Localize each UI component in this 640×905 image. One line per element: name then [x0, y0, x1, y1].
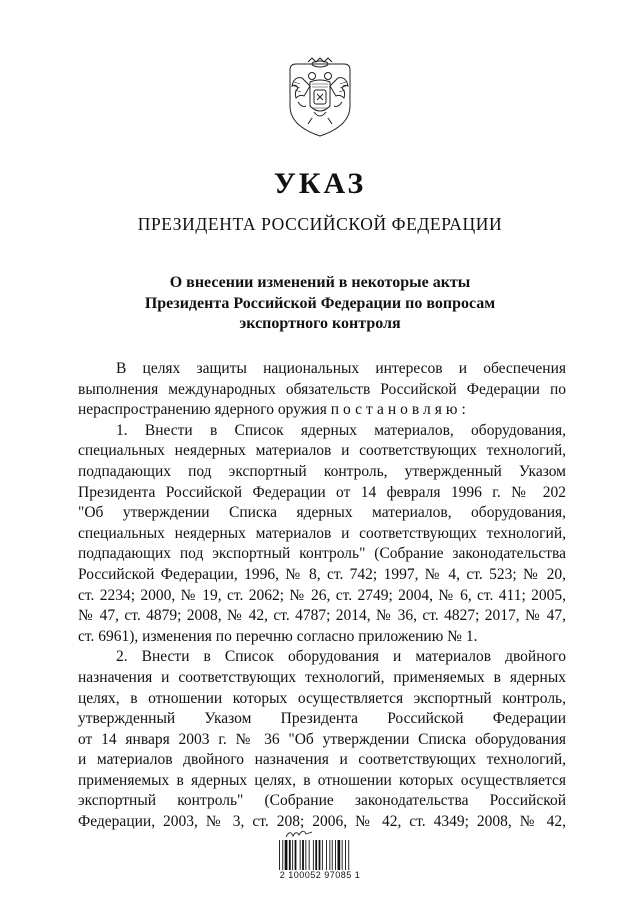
- subject-line: экспортного контроля: [239, 315, 401, 332]
- body-line: № 47, ст. 4879; 2008, № 42, ст. 4787; 2014, № 36, ст. 4827; 2017, № 47,: [78, 607, 566, 625]
- decree-title: УКАЗ: [273, 167, 367, 200]
- body-line: Президента Российской Федерации от 14 февраля 1996 г. № 202: [78, 483, 566, 501]
- body-line: специальных неядерных материалов и соответствующих технологий,: [78, 442, 566, 460]
- body-text: нераспространению ядерного оружия: [78, 401, 331, 419]
- body-line: ст. 2234; 2000, № 19, ст. 2062; № 26, ст. 2749; 2004, № 6, ст. 411; 2005,: [78, 586, 566, 604]
- decree-issuer: ПРЕЗИДЕНТА РОССИЙСКОЙ ФЕДЕРАЦИИ: [137, 214, 503, 234]
- decree-body: [78, 359, 566, 833]
- barcode-icon: [278, 840, 364, 870]
- body-line: "Об утверждении Списка ядерных материалов, оборудования,: [78, 504, 566, 522]
- body-line: выполнения международных обязательств Российской Федерации по: [78, 380, 566, 398]
- body-text: :: [461, 401, 466, 419]
- barcode-number: 2 100052 97085 1: [279, 870, 361, 880]
- body-line: утвержденный Указом Президента Российской Федерации: [78, 710, 566, 728]
- body-line: ст. 6961), изменения по перечню согласно приложению № 1.: [78, 627, 478, 645]
- subject-line: Президента Российской Федерации по вопросам: [144, 294, 496, 312]
- body-line: применяемых в ядерных целях, в отношении которых осуществляется: [78, 771, 566, 789]
- handwritten-initials-icon: [284, 827, 314, 839]
- decree-subject: [0, 273, 640, 335]
- body-line: специальных неядерных материалов и соответствующих технологий,: [78, 524, 566, 542]
- body-line: целях, в отношении которых осуществляется экспортный контроль,: [78, 689, 566, 707]
- body-line: подпадающих под экспортный контроль, утвержденный Указом: [78, 462, 566, 480]
- subject-line: О внесении изменений в некоторые акты: [169, 274, 471, 291]
- body-line: Российской Федерации, 1996, № 8, ст. 742; 1997, № 4, ст. 523; № 20,: [78, 565, 566, 583]
- body-line: и материалов двойного назначения и соответствующих технологий,: [78, 751, 566, 769]
- body-line: Федерации, 2003, № 3, ст. 208; 2006, № 42, ст. 4349; 2008, № 42,: [78, 813, 566, 831]
- body-line: [78, 400, 566, 421]
- body-line: подпадающих под экспортный контроль" (Собрание законодательства: [78, 545, 566, 563]
- body-line: от 14 января 2003 г. № 36 "Об утверждении Списка оборудования: [78, 730, 566, 748]
- body-line: 2. Внести в Список оборудования и материалов двойного: [116, 648, 566, 666]
- body-line: 1. Внести в Список ядерных материалов, оборудования,: [116, 421, 566, 439]
- state-emblem-icon: [284, 56, 356, 138]
- spaced-decree-verb: постановляю: [330, 401, 462, 419]
- body-line: экспортный контроль" (Собрание законодательства Российской: [78, 792, 566, 810]
- body-line: назначения и соответствующих технологий, применяемых в ядерных: [78, 668, 566, 686]
- body-line: В целях защиты национальных интересов и обеспечения: [116, 360, 566, 377]
